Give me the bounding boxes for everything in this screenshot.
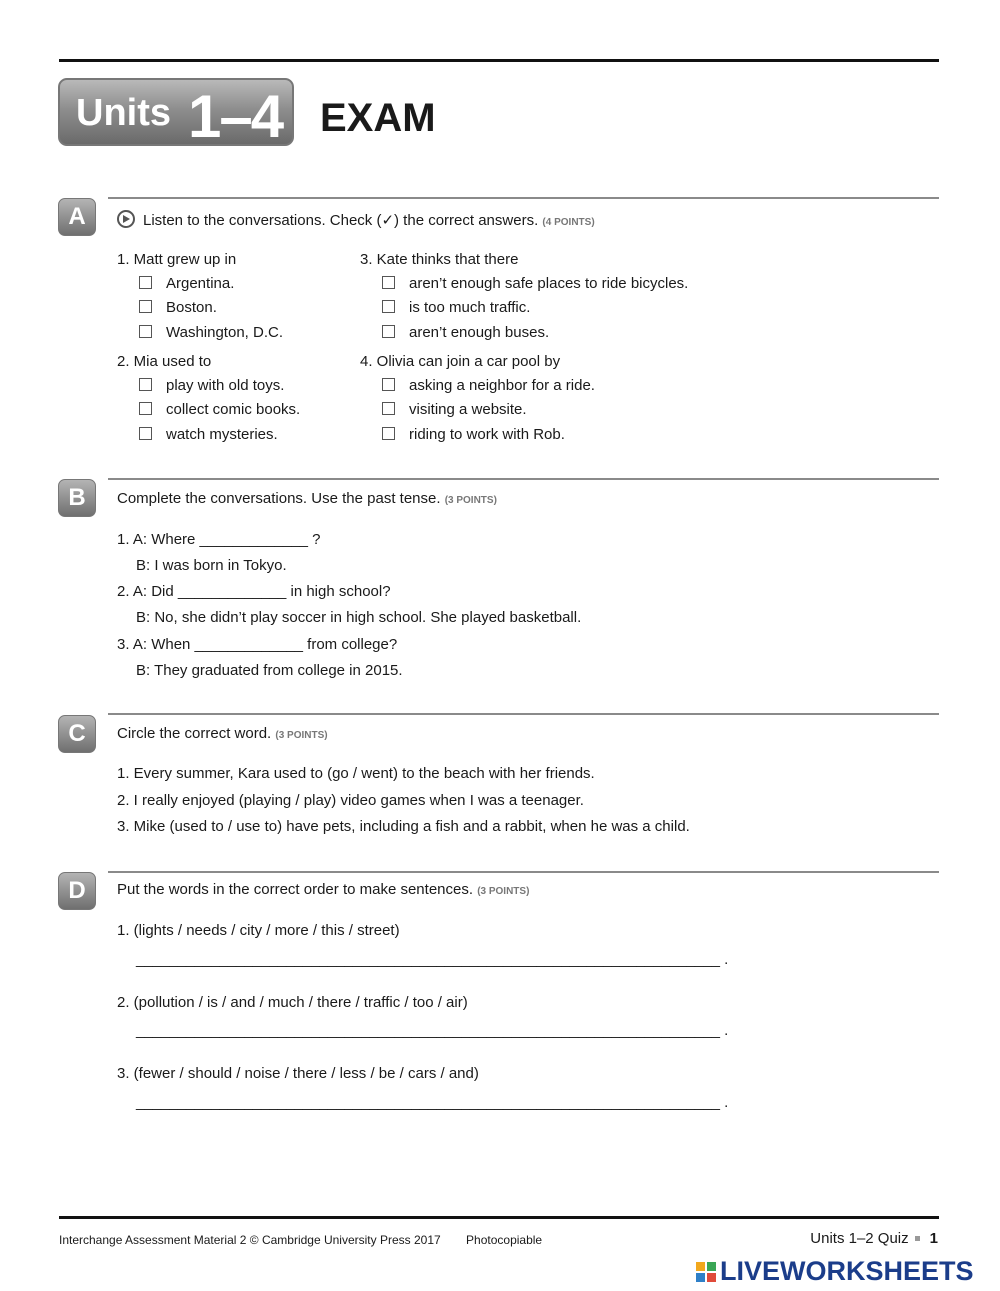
b-line-4: B: No, she didn’t play soccer in high school. She played basketball. <box>136 609 582 626</box>
section-a-rule <box>108 197 939 199</box>
option-a2-2[interactable]: collect comic books. <box>139 401 300 418</box>
question-a4-stem: 4. Olivia can join a car pool by <box>360 353 561 370</box>
units-badge-numbers: 1–4 <box>188 83 283 150</box>
checkbox[interactable] <box>382 402 395 415</box>
section-c-points: (3 POINTS) <box>275 730 328 741</box>
d-prompt-1: 1. (lights / needs / city / more / this / street) <box>117 922 400 939</box>
option-a4-1[interactable]: asking a neighbor for a ride. <box>382 377 595 394</box>
d-answer-line-1[interactable]: ______________________________________________________________________ . <box>136 951 729 968</box>
option-a2-1[interactable]: play with old toys. <box>139 377 284 394</box>
audio-play-icon[interactable] <box>117 210 135 228</box>
option-a4-3[interactable]: riding to work with Rob. <box>382 426 565 443</box>
liveworksheets-logo[interactable] <box>696 1256 974 1286</box>
section-a-instruction <box>117 210 595 229</box>
section-b-rule <box>108 478 939 480</box>
checkbox[interactable] <box>382 276 395 289</box>
section-b-instruction <box>117 490 497 507</box>
section-a-instruction-text: Listen to the conversations. Check (✓) the correct answers. <box>143 212 539 229</box>
b-line-2: B: I was born in Tokyo. <box>136 557 287 574</box>
b-line-3[interactable]: 2. A: Did _____________ in high school? <box>117 583 391 600</box>
b-line-5[interactable]: 3. A: When _____________ from college? <box>117 636 398 653</box>
c-line-1[interactable]: 1. Every summer, Kara used to (go / went) to the beach with her friends. <box>117 765 595 782</box>
section-b-badge: B <box>58 479 96 517</box>
d-prompt-2: 2. (pollution / is / and / much / there / traffic / too / air) <box>117 994 468 1011</box>
section-c-instruction <box>117 725 328 742</box>
section-d-points: (3 POINTS) <box>477 886 530 897</box>
separator-dot-icon <box>915 1236 920 1241</box>
footer-photocopiable: Photocopiable <box>466 1233 543 1247</box>
units-badge <box>58 78 294 150</box>
section-d-rule <box>108 871 939 873</box>
section-a-badge: A <box>58 198 96 236</box>
d-prompt-3: 3. (fewer / should / noise / there / less / be / cars / and) <box>117 1065 479 1082</box>
section-b-instruction-text: Complete the conversations. Use the past tense. <box>117 490 441 507</box>
page-title: EXAM <box>320 96 436 140</box>
section-d-instruction <box>117 881 529 898</box>
d-answer-line-3[interactable]: ______________________________________________________________________ . <box>136 1094 729 1111</box>
checkbox[interactable] <box>382 378 395 391</box>
c-line-3[interactable]: 3. Mike (used to / use to) have pets, including a fish and a rabbit, when he was a child. <box>117 818 690 835</box>
checkbox[interactable] <box>139 378 152 391</box>
section-c-rule <box>108 713 939 715</box>
checkbox[interactable] <box>139 276 152 289</box>
liveworksheets-grid-icon <box>696 1262 716 1282</box>
section-c-badge: C <box>58 715 96 753</box>
option-a3-2[interactable]: is too much traffic. <box>382 299 530 316</box>
footer-quiz-label: Units 1–2 Quiz 1 <box>810 1230 938 1247</box>
checkbox[interactable] <box>382 300 395 313</box>
option-a1-3[interactable]: Washington, D.C. <box>139 324 283 341</box>
footer-rule <box>59 1216 939 1219</box>
d-answer-line-2[interactable]: ______________________________________________________________________ . <box>136 1022 729 1039</box>
checkbox[interactable] <box>139 402 152 415</box>
footer-copyright: Interchange Assessment Material 2 © Cambridge University Press 2017 Photocopiable <box>59 1233 543 1247</box>
c-line-2[interactable]: 2. I really enjoyed (playing / play) video games when I was a teenager. <box>117 792 584 809</box>
checkbox[interactable] <box>382 325 395 338</box>
question-a3-stem: 3. Kate thinks that there <box>360 251 519 268</box>
option-a4-2[interactable]: visiting a website. <box>382 401 527 418</box>
checkbox[interactable] <box>382 427 395 440</box>
section-d-instruction-text: Put the words in the correct order to make sentences. <box>117 881 474 898</box>
option-a1-2[interactable]: Boston. <box>139 299 217 316</box>
units-badge-word: Units <box>76 92 171 134</box>
section-a-points: (4 POINTS) <box>542 217 595 228</box>
section-b-points: (3 POINTS) <box>444 495 497 506</box>
liveworksheets-wordmark: LIVEWORKSHEETS <box>720 1256 974 1286</box>
checkbox[interactable] <box>139 325 152 338</box>
b-line-1[interactable]: 1. A: Where _____________ ? <box>117 531 321 548</box>
section-d-badge: D <box>58 872 96 910</box>
section-c-instruction-text: Circle the correct word. <box>117 725 272 742</box>
option-a2-3[interactable]: watch mysteries. <box>139 426 278 443</box>
option-a3-3[interactable]: aren’t enough buses. <box>382 324 549 341</box>
top-rule <box>59 59 939 62</box>
b-line-6: B: They graduated from college in 2015. <box>136 662 403 679</box>
page-number: 1 <box>929 1230 938 1247</box>
checkbox[interactable] <box>139 427 152 440</box>
question-a1-stem: 1. Matt grew up in <box>117 251 237 268</box>
option-a1-1[interactable]: Argentina. <box>139 275 234 292</box>
checkbox[interactable] <box>139 300 152 313</box>
question-a2-stem: 2. Mia used to <box>117 353 212 370</box>
option-a3-1[interactable]: aren’t enough safe places to ride bicycles. <box>382 275 688 292</box>
